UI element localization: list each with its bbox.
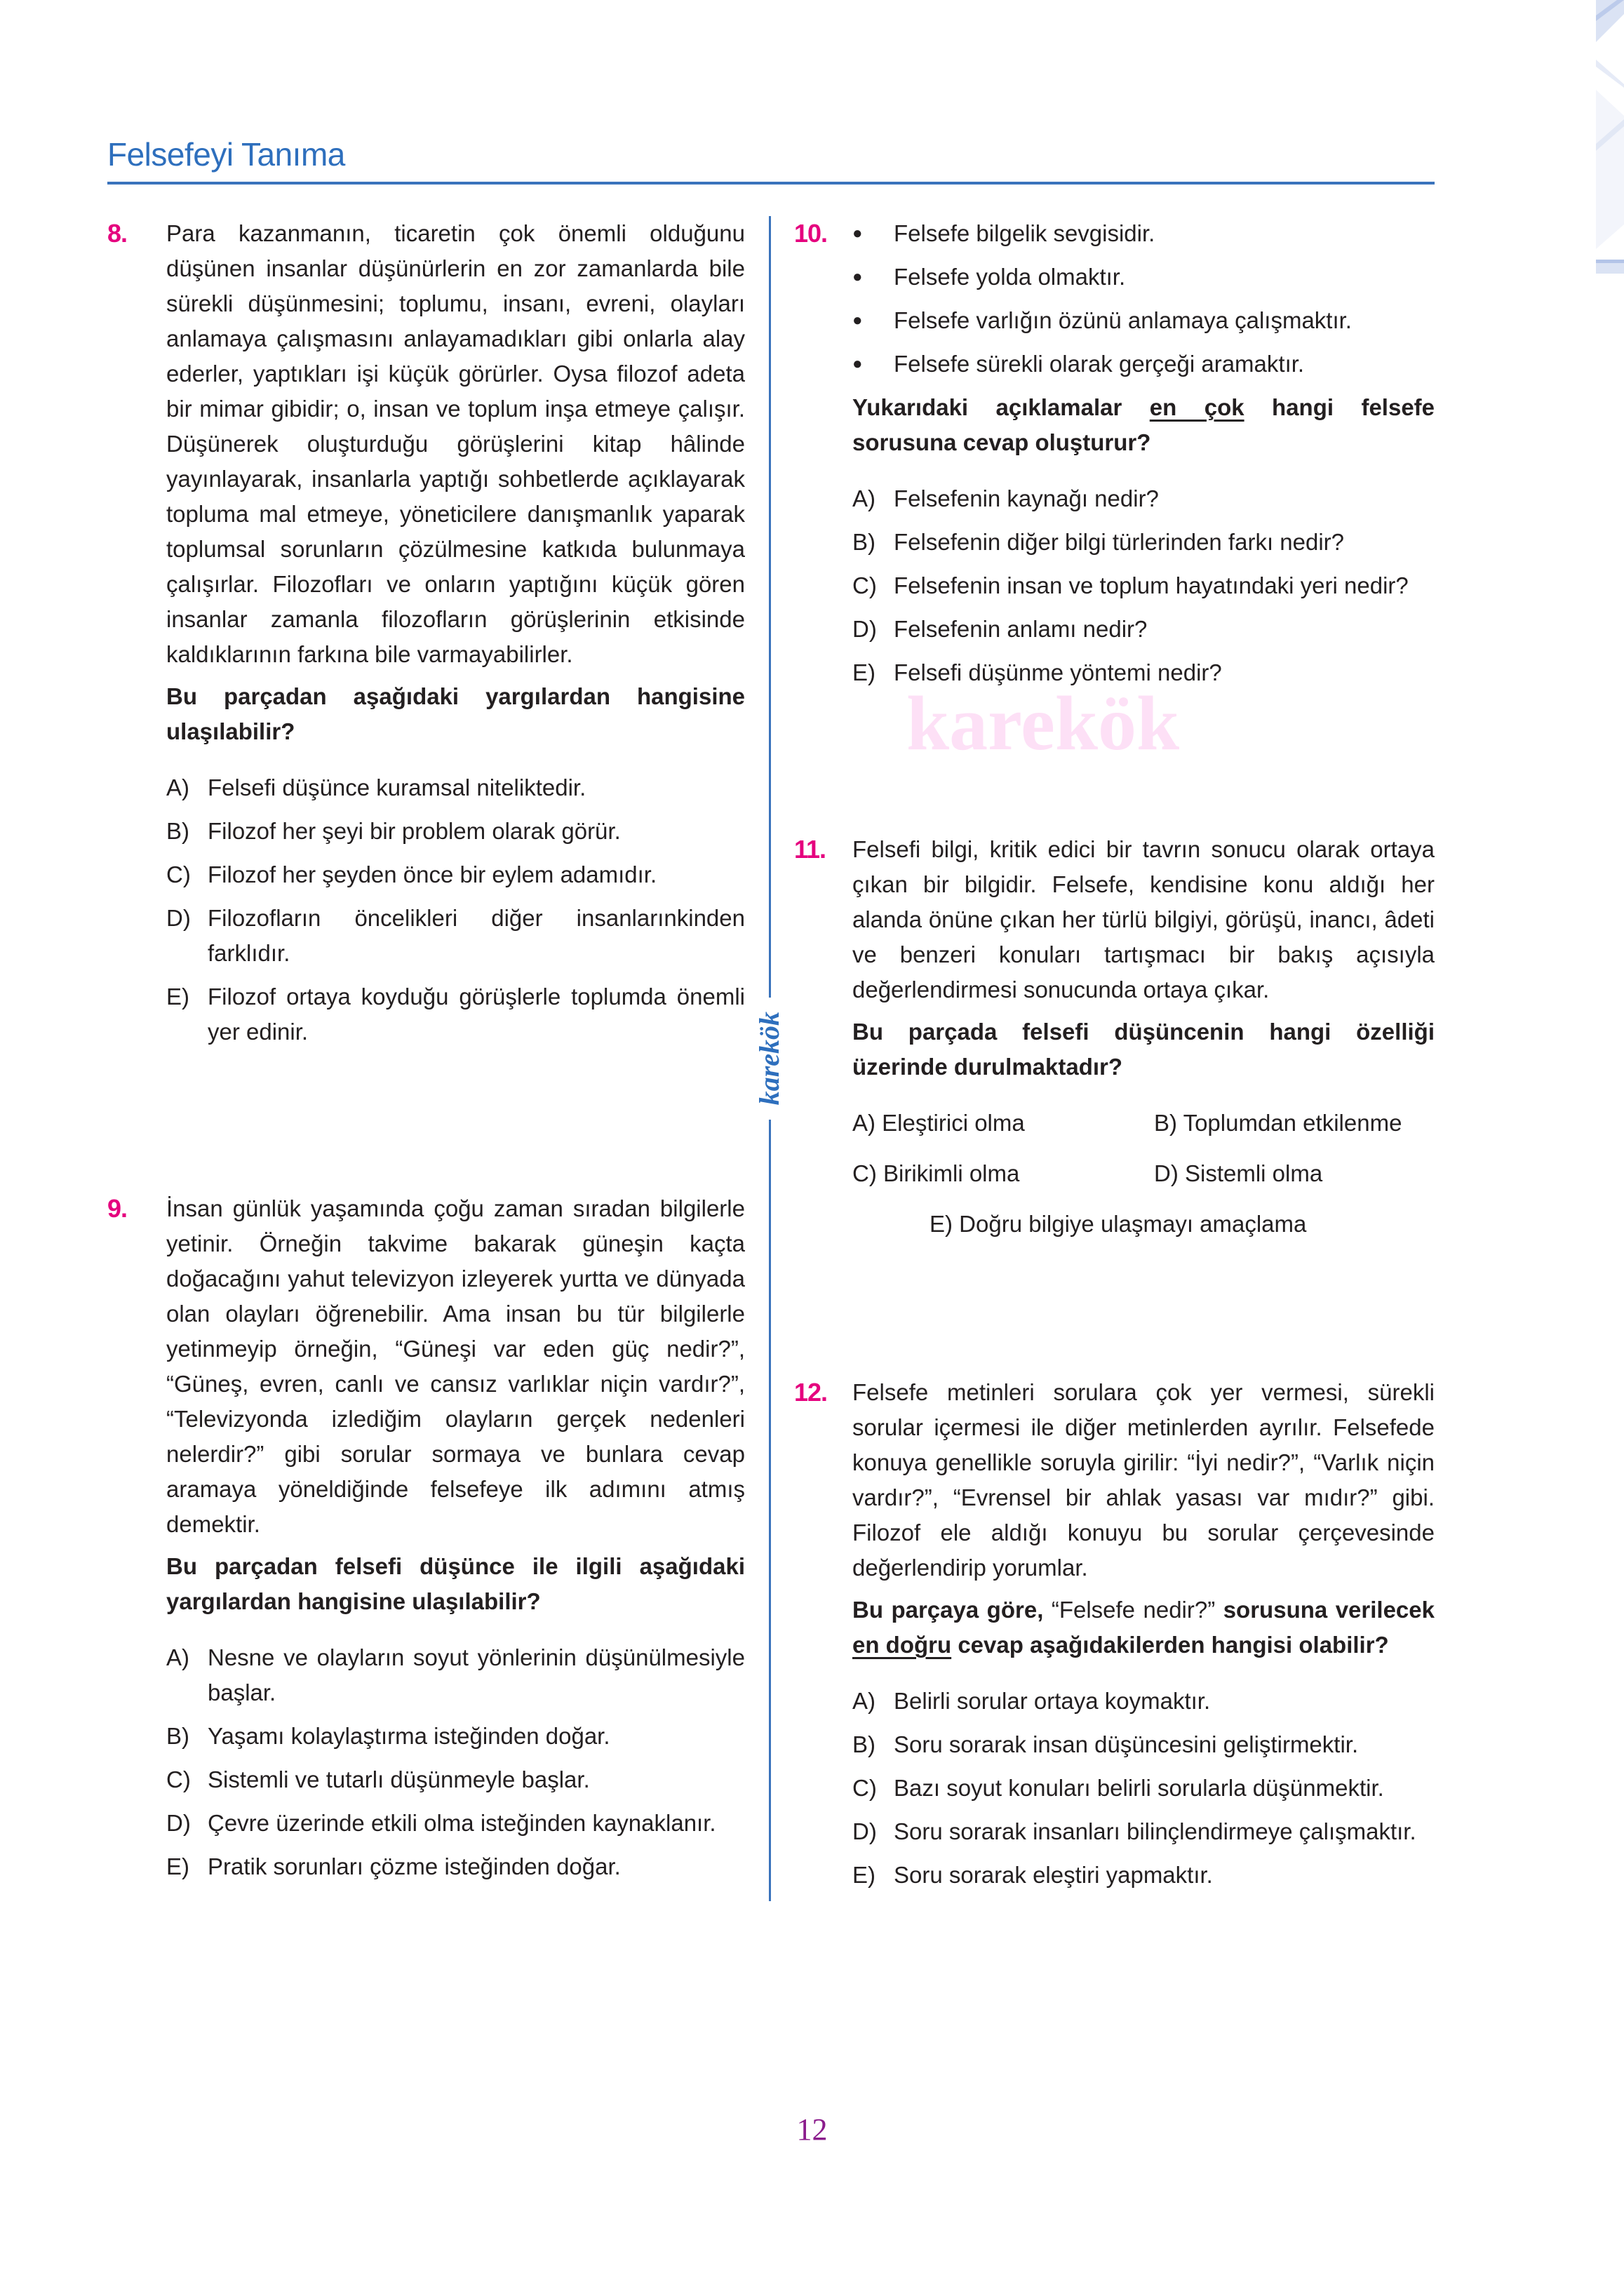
question-stem: Para kazanmanın, ticaretin çok önemli olduğunu düşünen insanlar düşünürlerin en zor zamanlarda bile sürekli düşünmesini; toplumu, insanı, evreni, olayları anlamaya çalışmasını anlayamadıkları gibi onlarla alay ederler, yaptıkları işi küçük görürler. Oysa filozof adeta bir mimar gibidir; o, insan ve toplum inşa etmeye çalışır. Düşünerek oluşturduğu görüşlerini kitap hâlinde yayınlayarak, insanlarla yaptığı sohbetlerde açıklayarak topluma mal etmeye, yöneticilere danışmanlık yaparak toplumsal sorunların çözülmesine katkıda bulunmaya çalışırlar. Filozofları ve onların yaptığını küçük gören insanlar zamanla filozofların görüşlerinin etkisinde kaldıklarının farkına bile varmayabilirler. [166, 220, 745, 667]
option-letter: E) [930, 1211, 953, 1237]
option-text: Sistemli olma [1185, 1160, 1323, 1186]
option-letter: C) [166, 1766, 191, 1792]
answer-option-a[interactable] [852, 1684, 1435, 1719]
watermark: karekök [906, 680, 1180, 766]
header-rule [107, 182, 1435, 185]
prompt-text: hangi felsefe sorusuna cevap oluşturur? [852, 394, 1435, 455]
answer-option-a[interactable] [852, 1106, 1133, 1141]
answer-options [166, 770, 745, 1049]
question-number: 11. [794, 835, 826, 864]
option-text: Filozof her şeyi bir problem olarak görür. [208, 818, 621, 844]
answer-option-c[interactable] [166, 1762, 745, 1797]
answer-option-a[interactable] [166, 1640, 745, 1710]
question-number: 10. [794, 219, 828, 248]
option-letter: E) [166, 984, 189, 1010]
answer-option-a[interactable] [166, 770, 745, 805]
option-letter: A) [852, 1688, 875, 1714]
question-stem: Felsefe metinleri sorulara çok yer vermesi, sürekli sorular içermesi ile diğer metinlerden ayrılır. Felsefede konuya genellikle soruyla girilir: “İyi nedir?”, “Varlık niçin vardır?”, “Evrensel bir ahlak yasası var mıdır?” gibi. Filozof ele aldığı konuyu bu sorular çerçevesinde değerlendirip yorumlar. [852, 1379, 1435, 1581]
answer-option-e[interactable] [166, 979, 745, 1049]
prompt-text: cevap aşağıdakilerden hangisi olabilir? [958, 1632, 1389, 1658]
question-prompt: Bu parçadan aşağıdaki yargılardan hangisine ulaşılabilir? [166, 683, 745, 744]
spacer [107, 1058, 745, 1191]
answer-option-b[interactable] [852, 525, 1435, 560]
bullet-icon: ● [852, 267, 863, 286]
option-letter: B) [852, 529, 875, 555]
bullet-icon: ● [852, 224, 863, 243]
option-letter: C) [852, 572, 877, 598]
right-column [794, 216, 1435, 1901]
option-letter: D) [166, 1810, 191, 1836]
column-divider-bottom [769, 1120, 771, 1901]
question-10 [794, 216, 1435, 699]
option-text: Soru sorarak insanları bilinçlendirmeye çalışmaktır. [894, 1818, 1416, 1844]
statement-item [852, 303, 1435, 338]
statement-text: Felsefe sürekli olarak gerçeği aramaktır. [894, 351, 1305, 377]
option-text: Filozof her şeyden önce bir eylem adamıdır. [208, 861, 657, 887]
option-letter: E) [166, 1853, 189, 1879]
answer-option-c[interactable] [852, 1771, 1435, 1806]
prompt-text: sorusuna verilecek [1223, 1597, 1435, 1623]
option-text: Felsefenin insan ve toplum hayatındaki yeri nedir? [894, 572, 1409, 598]
option-letter: D) [852, 616, 877, 642]
statement-item [852, 216, 1435, 251]
answer-option-d[interactable] [852, 612, 1435, 647]
option-text: Toplumdan etkilenme [1183, 1110, 1402, 1136]
option-text: Felsefenin kaynağı nedir? [894, 485, 1159, 511]
statement-item [852, 260, 1435, 295]
question-12 [794, 1375, 1435, 1901]
prompt-emphasis: en çok [1149, 394, 1244, 420]
statement-text: Felsefe yolda olmaktır. [894, 264, 1126, 290]
question-stem: Felsefi bilgi, kritik edici bir tavrın sonucu olarak ortaya çıkan bir bilgidir. Felsefe, kendisine konu aldığı her alanda önüne çıkan her türlü bilgiyi, görüşü, inancı, âdeti ve benzeri konuları tartışmacı bir bakış açısıyla değerlendirmesi sonucunda ortaya çıkar. [852, 836, 1435, 1002]
question-number: 8. [107, 219, 128, 248]
answer-option-e[interactable] [166, 1849, 745, 1884]
option-letter: A) [852, 485, 875, 511]
answer-option-c[interactable] [852, 568, 1435, 603]
answer-option-b[interactable] [166, 1719, 745, 1754]
option-text: Sistemli ve tutarlı düşünmeyle başlar. [208, 1766, 590, 1792]
option-text: Filozof ortaya koyduğu görüşlerle toplumda önemli yer edinir. [208, 984, 745, 1045]
spacer [794, 680, 1435, 832]
option-letter: C) [852, 1775, 877, 1801]
two-column-body [107, 216, 1435, 1985]
statement-list [852, 216, 1435, 382]
option-text: Soru sorarak insan düşüncesini geliştirmektir. [894, 1731, 1359, 1757]
question-prompt: Bu parçada felsefi düşüncenin hangi özelliği üzerinde durulmaktadır? [852, 1019, 1435, 1080]
answer-option-d[interactable] [166, 1806, 745, 1841]
option-letter: A) [166, 1644, 189, 1670]
option-text: Felsefi düşünce kuramsal niteliktedir. [208, 774, 586, 800]
option-text: Birikimli olma [883, 1160, 1020, 1186]
answer-option-e[interactable] [852, 1207, 1435, 1242]
option-letter: B) [166, 1723, 189, 1749]
answer-options [852, 481, 1435, 690]
bullet-icon: ● [852, 311, 863, 330]
option-text: Bazı soyut konuları belirli sorularla düşünmektir. [894, 1775, 1384, 1801]
prompt-quoted-question: “Felsefe nedir?” [1051, 1597, 1216, 1623]
option-text: Eleştirici olma [882, 1110, 1025, 1136]
statement-text: Felsefe bilgelik sevgisidir. [894, 220, 1155, 246]
question-8 [107, 216, 745, 1058]
option-text: Felsefi düşünme yöntemi nedir? [894, 659, 1222, 685]
option-text: Belirli sorular ortaya koymaktır. [894, 1688, 1211, 1714]
question-prompt [852, 1592, 1435, 1663]
option-text: Soru sorarak eleştiri yapmaktır. [894, 1862, 1213, 1888]
answer-option-c[interactable] [166, 857, 745, 892]
statement-text: Felsefe varlığın özünü anlamaya çalışmaktır. [894, 307, 1352, 333]
answer-option-e[interactable] [852, 655, 1435, 690]
column-divider-top [769, 216, 771, 998]
chapter-title: Felsefeyi Tanıma [107, 136, 345, 173]
option-letter: B) [852, 1731, 875, 1757]
page-number: 12 [796, 2112, 828, 2147]
answer-option-b[interactable] [166, 814, 745, 849]
option-letter: D) [1154, 1160, 1179, 1186]
question-prompt: Bu parçadan felsefi düşünce ile ilgili aşağıdaki yargılardan hangisine ulaşılabilir? [166, 1553, 745, 1614]
prompt-text: Yukarıdaki açıklamalar [852, 394, 1122, 420]
option-text: Yaşamı kolaylaştırma isteğinden doğar. [208, 1723, 610, 1749]
statement-item [852, 347, 1435, 382]
option-letter: A) [852, 1110, 875, 1136]
bullet-icon: ● [852, 354, 863, 373]
option-letter: C) [852, 1160, 877, 1186]
corner-decoration [1596, 0, 1624, 281]
spacer [794, 1242, 1435, 1375]
answer-option-d[interactable] [852, 1814, 1435, 1849]
option-letter: D) [852, 1818, 877, 1844]
option-text: Filozofların öncelikleri diğer insanlarınkinden farklıdır. [208, 905, 745, 966]
option-letter: E) [852, 1862, 875, 1888]
left-column [107, 216, 745, 1893]
option-letter: C) [166, 861, 191, 887]
question-11 [794, 832, 1435, 1242]
answer-option-b[interactable] [1154, 1106, 1435, 1141]
option-letter: A) [166, 774, 189, 800]
option-text: Pratik sorunları çözme isteğinden doğar. [208, 1853, 621, 1879]
karekok-label: karekök [753, 1012, 785, 1106]
answer-option-d[interactable] [1154, 1156, 1435, 1191]
option-text: Doğru bilgiye ulaşmayı amaçlama [959, 1211, 1307, 1237]
answer-option-d[interactable] [166, 901, 745, 971]
question-stem: İnsan günlük yaşamında çoğu zaman sıradan bilgilerle yetinir. Örneğin takvime bakarak güneşin kaçta doğacağını yahut televizyon izleyerek yurtta ve dünyada olan olayları öğrenebilir. Ama insan bu tür bilgilerle yetinmeyip örneğin, “Güneşi var eden güç nedir?”, “Güneş, evren, canlı ve cansız varlıklar niçin vardır?”, “Televizyonda izlediğim olayların gerçek nedenleri nelerdir?” gibi sorular sormaya ve bunlara cevap aramaya yöneldiğinde felsefeye ilk adımını atmış demektir. [166, 1195, 745, 1537]
question-9 [107, 1191, 745, 1893]
answer-options [852, 1684, 1435, 1893]
option-text: Felsefenin anlamı nedir? [894, 616, 1148, 642]
option-text: Felsefenin diğer bilgi türlerinden farkı nedir? [894, 529, 1345, 555]
column-divider [745, 216, 794, 1901]
answer-option-b[interactable] [852, 1727, 1435, 1762]
answer-option-a[interactable] [852, 481, 1435, 516]
question-number: 12. [794, 1378, 828, 1407]
question-number: 9. [107, 1194, 128, 1223]
option-text: Nesne ve olayların soyut yönlerinin düşünülmesiyle başlar. [208, 1644, 745, 1705]
option-letter: B) [166, 818, 189, 844]
answer-options [852, 1106, 1435, 1242]
prompt-text: Bu parçaya göre, [852, 1597, 1044, 1623]
answer-option-e[interactable] [852, 1858, 1435, 1893]
page-footer [0, 2063, 1624, 2148]
answer-option-c[interactable] [852, 1156, 1133, 1191]
prompt-emphasis: en doğru [852, 1632, 952, 1658]
answer-options [166, 1640, 745, 1884]
option-text: Çevre üzerinde etkili olma isteğinden kaynaklanır. [208, 1810, 716, 1836]
question-prompt [852, 390, 1435, 460]
option-letter: E) [852, 659, 875, 685]
option-letter: B) [1154, 1110, 1177, 1136]
option-letter: D) [166, 905, 191, 931]
